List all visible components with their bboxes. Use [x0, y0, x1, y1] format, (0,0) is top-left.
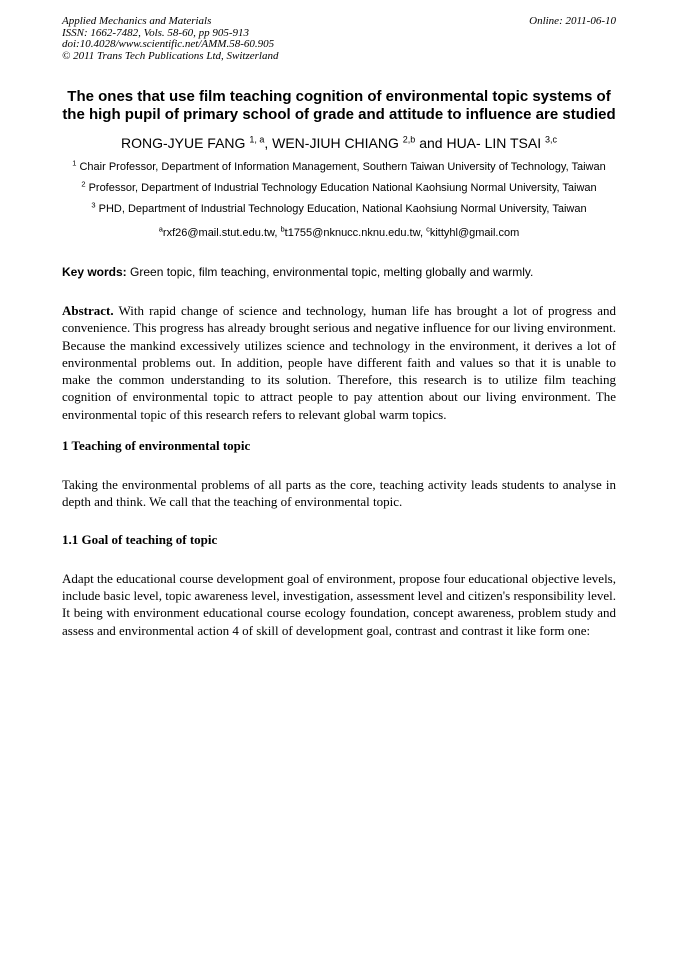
journal-name: Applied Mechanics and Materials [62, 15, 212, 27]
affiliation-3 [62, 202, 616, 216]
affiliation-2-sup: 2 [81, 179, 86, 189]
section-body-1-1: Adapt the educational course development goal of environment, propose four educational objective levels, include basic level, topic awareness level, investigation, assessment level and citizen's responsibility level. It being with environment educational course ecology foundation, concept awareness, problem study and assess and environmental action 4 of skill of development goal, contrast and contrast it like form one: [62, 570, 616, 638]
author-separator-2: and [415, 135, 447, 151]
abstract-text: With rapid change of science and technology, human life has brought a lot of progress and convenience. This progress has already brought serious and negative influence for our living environment. Because the mankind excessively utilizes science and technology in the environment, it derives a lot of environmental problems out. In addition, people have different faith and values so that it is unable to make the common understanding to its solution. Therefore, this research is to utilize film teaching cognition of environmental topic to attract people to pay attention about our living environment. The environmental topic of this research refers to relevant global warm topics. [62, 303, 616, 422]
affiliation-1-text: Chair Professor, Department of Information Management, Southern Taiwan University of Technology, Taiwan [79, 161, 606, 173]
abstract-label: Abstract. [62, 303, 114, 318]
keywords-text: Green topic, film teaching, environmental topic, melting globally and warmly. [126, 265, 534, 279]
email-address-2: t1755@nknucc.nknu.edu.tw [284, 227, 420, 239]
email-address-3: kittyhl@gmail.com [429, 227, 520, 239]
section-heading-1: 1 Teaching of environmental topic [62, 438, 251, 454]
journal-meta [62, 16, 278, 62]
author-name-2: WEN-JIUH CHIANG [272, 135, 403, 151]
authors-line [62, 135, 616, 151]
affiliation-2-text: Professor, Department of Industrial Technology Education National Kaohsiung Normal University, Taiwan [88, 182, 597, 194]
email-sup-2: b [280, 224, 285, 234]
online-date: Online: 2011-06-10 [529, 15, 616, 27]
emails-line [62, 224, 616, 240]
keywords-label: Key words: [62, 265, 127, 279]
affiliation-3-text: PHD, Department of Industrial Technology Education, National Kaohsiung Normal University, Taiwan [98, 203, 587, 215]
affiliation-1-sup: 1 [72, 158, 77, 168]
author-name-1: RONG-JYUE FANG [120, 135, 250, 151]
section-heading-1-1: 1.1 Goal of teaching of topic [62, 531, 218, 547]
author-sup-3: 3,c [545, 134, 558, 145]
journal-header [62, 16, 616, 62]
email-separator-2: , [419, 227, 427, 239]
email-sup-3: c [426, 224, 430, 234]
paper-title: The ones that use film teaching cognition of environmental topic systems of the high pupil of primary school of grade and attitude to influence are studied [62, 88, 616, 123]
author-name-3: HUA- LIN TSAI [446, 135, 545, 151]
email-separator-1: , [274, 227, 281, 239]
author-sup-2: 2,b [402, 134, 416, 145]
journal-doi-line: doi:10.4028/www.scientific.net/AMM.58-60.905 [62, 38, 275, 50]
author-separator-1: , [264, 135, 273, 151]
abstract-paragraph [62, 302, 616, 423]
journal-issn-line: ISSN: 1662-7482, Vols. 58-60, pp 905-913 [62, 26, 249, 39]
section-body-1: Taking the environmental problems of all parts as the core, teaching activity leads students to analyse in depth and think. We call that the teaching of environmental topic. [62, 477, 616, 510]
email-address-1: rxf26@mail.stut.edu.tw [162, 227, 275, 239]
journal-copyright-line: © 2011 Trans Tech Publications Ltd, Switzerland [62, 49, 279, 62]
author-sup-1: 1, a [249, 134, 265, 145]
keywords-line [62, 265, 616, 280]
affiliation-3-sup: 3 [91, 200, 96, 210]
email-sup-1: a [158, 224, 163, 234]
affiliation-1 [62, 160, 616, 174]
affiliation-2 [62, 181, 616, 195]
